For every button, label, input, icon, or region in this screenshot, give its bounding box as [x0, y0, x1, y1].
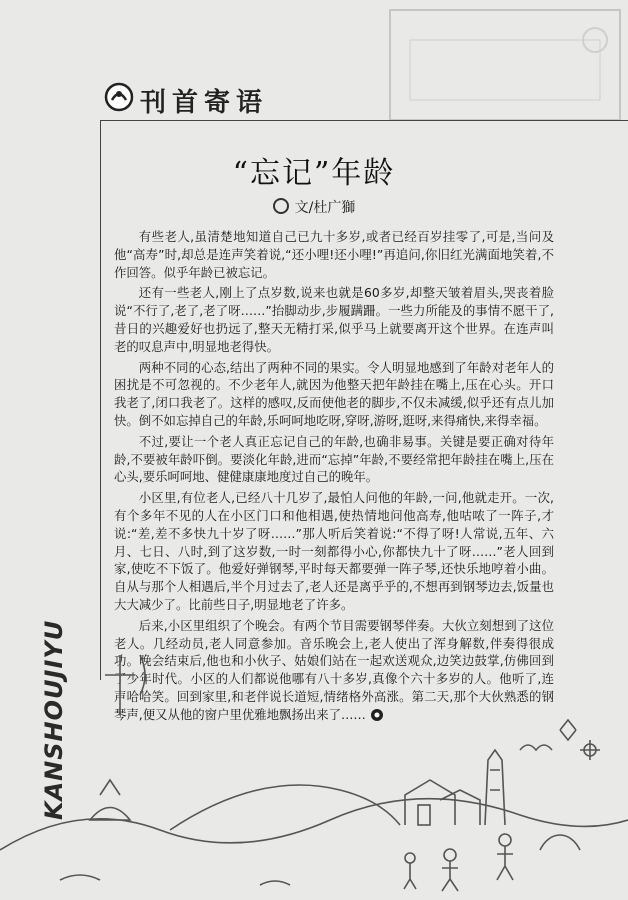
- byline-circle-icon: [273, 198, 289, 214]
- decorative-top-image: [380, 0, 628, 130]
- landscape-sketch-illustration: [0, 600, 628, 900]
- side-column-label: KANSHOUJIYU: [40, 619, 68, 820]
- paragraph-text: 后来,小区里组织了个晚会。有两个节目需要钢琴伴奏。大伙立刻想到了这位老人。几经动员,老人同意参加。音乐晚会上,老人使出了浑身解数,伴奏得很成功。晚会结束后,他也和小伙子、姑娘们站在一起欢送观众,边笑边鼓掌,仿佛回到了少年时代。小区的人们都说他哪有八十多岁,真像个六十多岁的人。他听了,连声哈哈笑。回到家里,和老伴说长道短,情绪格外高涨。第二天,那个大伙熟悉的钢琴声,便又从他的窗户里优雅地飘扬出来了……: [114, 617, 554, 722]
- frame-top-rule: [100, 120, 628, 121]
- paragraph: 小区里,有位老人,已经八十几岁了,最怕人问他的年龄,一问,他就走开。一次,有个多年不见的人在小区门口和他相遇,使热情地问他高寿,他咕哝了一阵子,才说:“差,差不多快九十岁了呀……”那人听后笑着说:“不得了呀!人常说,五年、六月、七日、八时,到了这岁数,一时一刻都得小心,你都快九十了呀……”老人回到家,使吃不下饭了。他爱好弹钢琴,平时每天都要弹一阵子琴,还快乐地哼着小曲。自从与那个人相遇后,半个月过去了,老人还是离乎乎的,不想再到钢琴边去,饭量也大大减少了。比前些日子,明显地老了许多。: [114, 490, 554, 612]
- paragraph: 不过,要让一个老人真正忘记自己的年龄,也确非易事。关键是要正确对待年龄,不要被年龄吓倒。要淡化年龄,进而“忘掉”年龄,不要经常把年龄挂在嘴上,压在心头,要乐呵呵地、健健康康地度过自己的晚年。: [114, 433, 554, 485]
- byline-text: 文/杜广獅: [294, 200, 356, 216]
- paragraph: 有些老人,虽清楚地知道自己已九十多岁,或者已经百岁挂零了,可是,当问及他“高寿”时,却总是连声笑着说,“还小哩!还小哩!”再追问,你旧红光满面地笑着,不作回答。似乎年龄已被忘记。: [114, 229, 554, 280]
- byline: [0, 197, 628, 217]
- paragraph: 还有一些老人,刚上了点岁数,说来也就是60多岁,却整天皱着眉头,哭丧着脸说“不行了,老了,老了呀……”抬脚动步,步履蹒跚。一些力所能及的事情不愿干了,昔日的兴趣爱好也扔远了,整天无精打采,似乎马上就要离开这个世界。在连声叫老的叹息声中,明显地老得快。: [114, 285, 554, 354]
- column-logo-icon: [104, 82, 134, 112]
- paragraph: 两种不同的心态,结出了两种不同的果实。令人明显地感到了年龄对老年人的困扰是不可忽视的。不少老年人,就因为他整天把年龄挂在嘴上,压在心头。开口我老了,闭口我老了。这样的感叹,反而使他老的脚步,不仅未减缓,似乎还有点儿加快。倒不如忘掉自己的年龄,乐呵呵地吃呀,穿呀,游呀,逛呀,来得痛快,来得幸福。: [114, 359, 554, 428]
- article-title: “忘记”年龄: [232, 156, 396, 191]
- column-title: 刊首寄语: [140, 88, 269, 118]
